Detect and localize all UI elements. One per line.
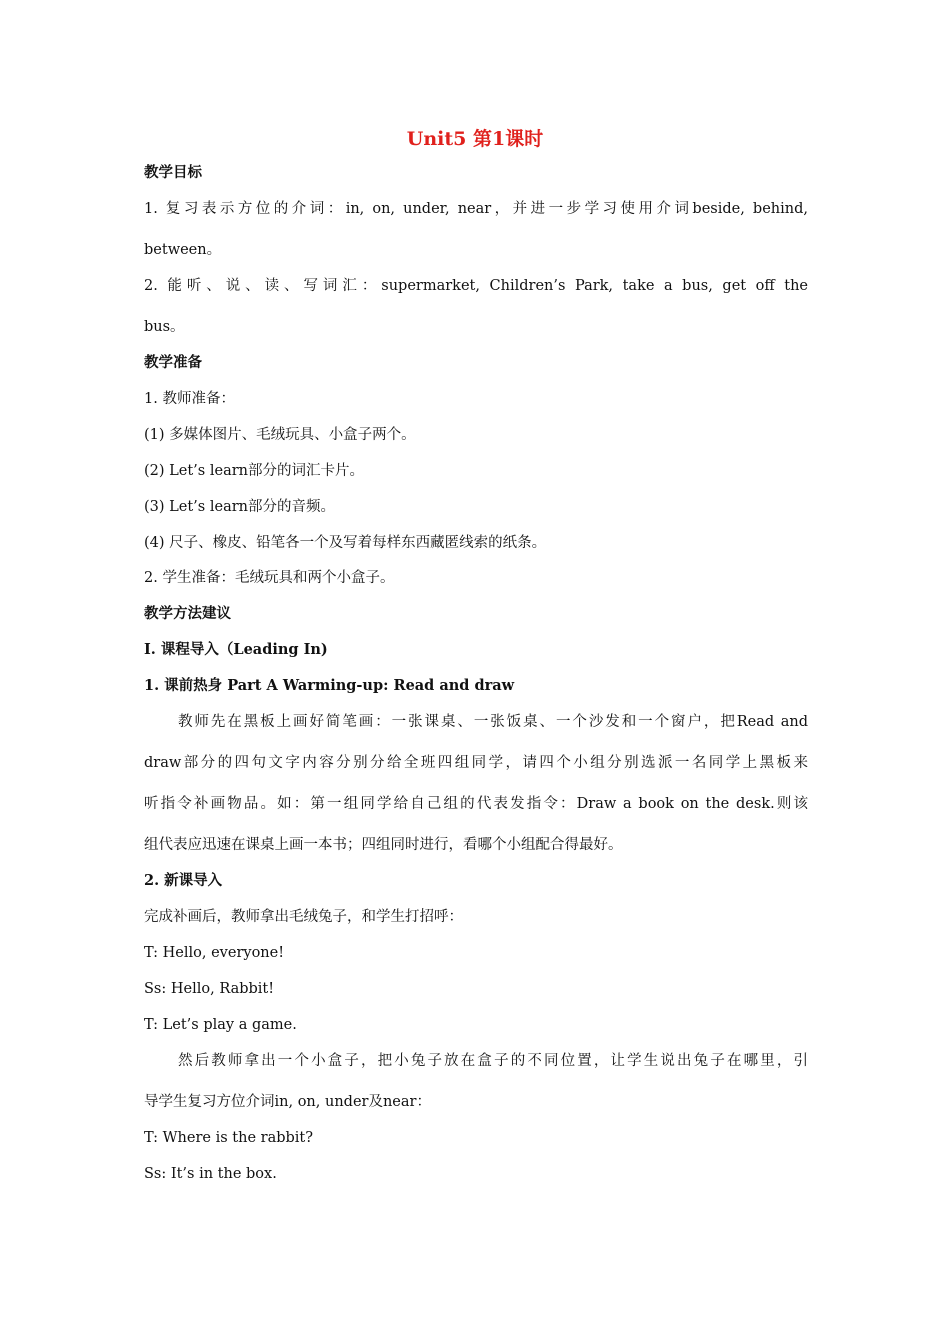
goal-2-line-1: 2. 能听、说、读、写词汇：supermarket, Children’s Park, take a bus, get off the: [144, 278, 808, 294]
goal-2-line-2: bus。: [144, 319, 185, 335]
prep-item-1: (1) 多媒体图片、毛绒玩具、小盒子两个。: [144, 427, 416, 443]
dialogue-line-5: Ss: It’s in the box.: [144, 1166, 277, 1182]
paragraph-1-line-2: draw部分的四句文字内容分别分给全班四组同学，请四个小组分别选派一名同学上黑板来: [144, 755, 808, 771]
prep-item-4: (4) 尺子、橡皮、铅笔各一个及写着每样东西藏匿线索的纸条。: [144, 535, 547, 551]
paragraph-3-line-2: 导学生复习方位介词in, on, under及near：: [144, 1094, 431, 1110]
dialogue-line-4: T: Where is the rabbit?: [144, 1130, 314, 1146]
prep-item-3: (3) Let’s learn部分的音频。: [144, 499, 335, 515]
subsection-warming-up: 1. 课前热身 Part A Warming-up: Read and draw: [144, 677, 515, 694]
prep-item-2: (2) Let’s learn部分的词汇卡片。: [144, 463, 364, 479]
prep-students: 2. 学生准备：毛绒玩具和两个小盒子。: [144, 570, 395, 586]
paragraph-1-line-3: 听指令补画物品。如：第一组同学给自己组的代表发指令：Draw a book on the desk.则该: [144, 796, 808, 812]
paragraph-2: 完成补画后，教师拿出毛绒兔子，和学生打招呼：: [144, 909, 463, 925]
dialogue-line-1: T: Hello, everyone!: [144, 945, 285, 961]
prep-teacher: 1. 教师准备：: [144, 391, 235, 407]
paragraph-1-line-1: 教师先在黑板上画好简笔画：一张课桌、一张饭桌、一个沙发和一个窗户，把Read and: [178, 714, 808, 730]
dialogue-line-3: T: Let’s play a game.: [144, 1017, 297, 1033]
goal-1-line-1: 1. 复习表示方位的介词：in, on, under, near，并进一步学习使用介词beside, behind,: [144, 201, 808, 217]
heading-teaching-preparation: 教学准备: [144, 354, 202, 371]
section-leading-in: I. 课程导入（Leading In): [144, 641, 328, 658]
goal-1-line-2: between。: [144, 242, 222, 258]
subsection-new-lesson: 2. 新课导入: [144, 872, 223, 889]
paragraph-3-line-1: 然后教师拿出一个小盒子，把小兔子放在盒子的不同位置，让学生说出兔子在哪里，引: [178, 1053, 808, 1069]
paragraph-1-line-4: 组代表应迅速在课桌上画一本书；四组同时进行，看哪个小组配合得最好。: [144, 837, 623, 853]
document-title: Unit5 第1课时: [406, 128, 544, 150]
heading-teaching-goals: 教学目标: [144, 164, 202, 181]
heading-teaching-methods: 教学方法建议: [144, 605, 231, 622]
dialogue-line-2: Ss: Hello, Rabbit!: [144, 981, 275, 997]
